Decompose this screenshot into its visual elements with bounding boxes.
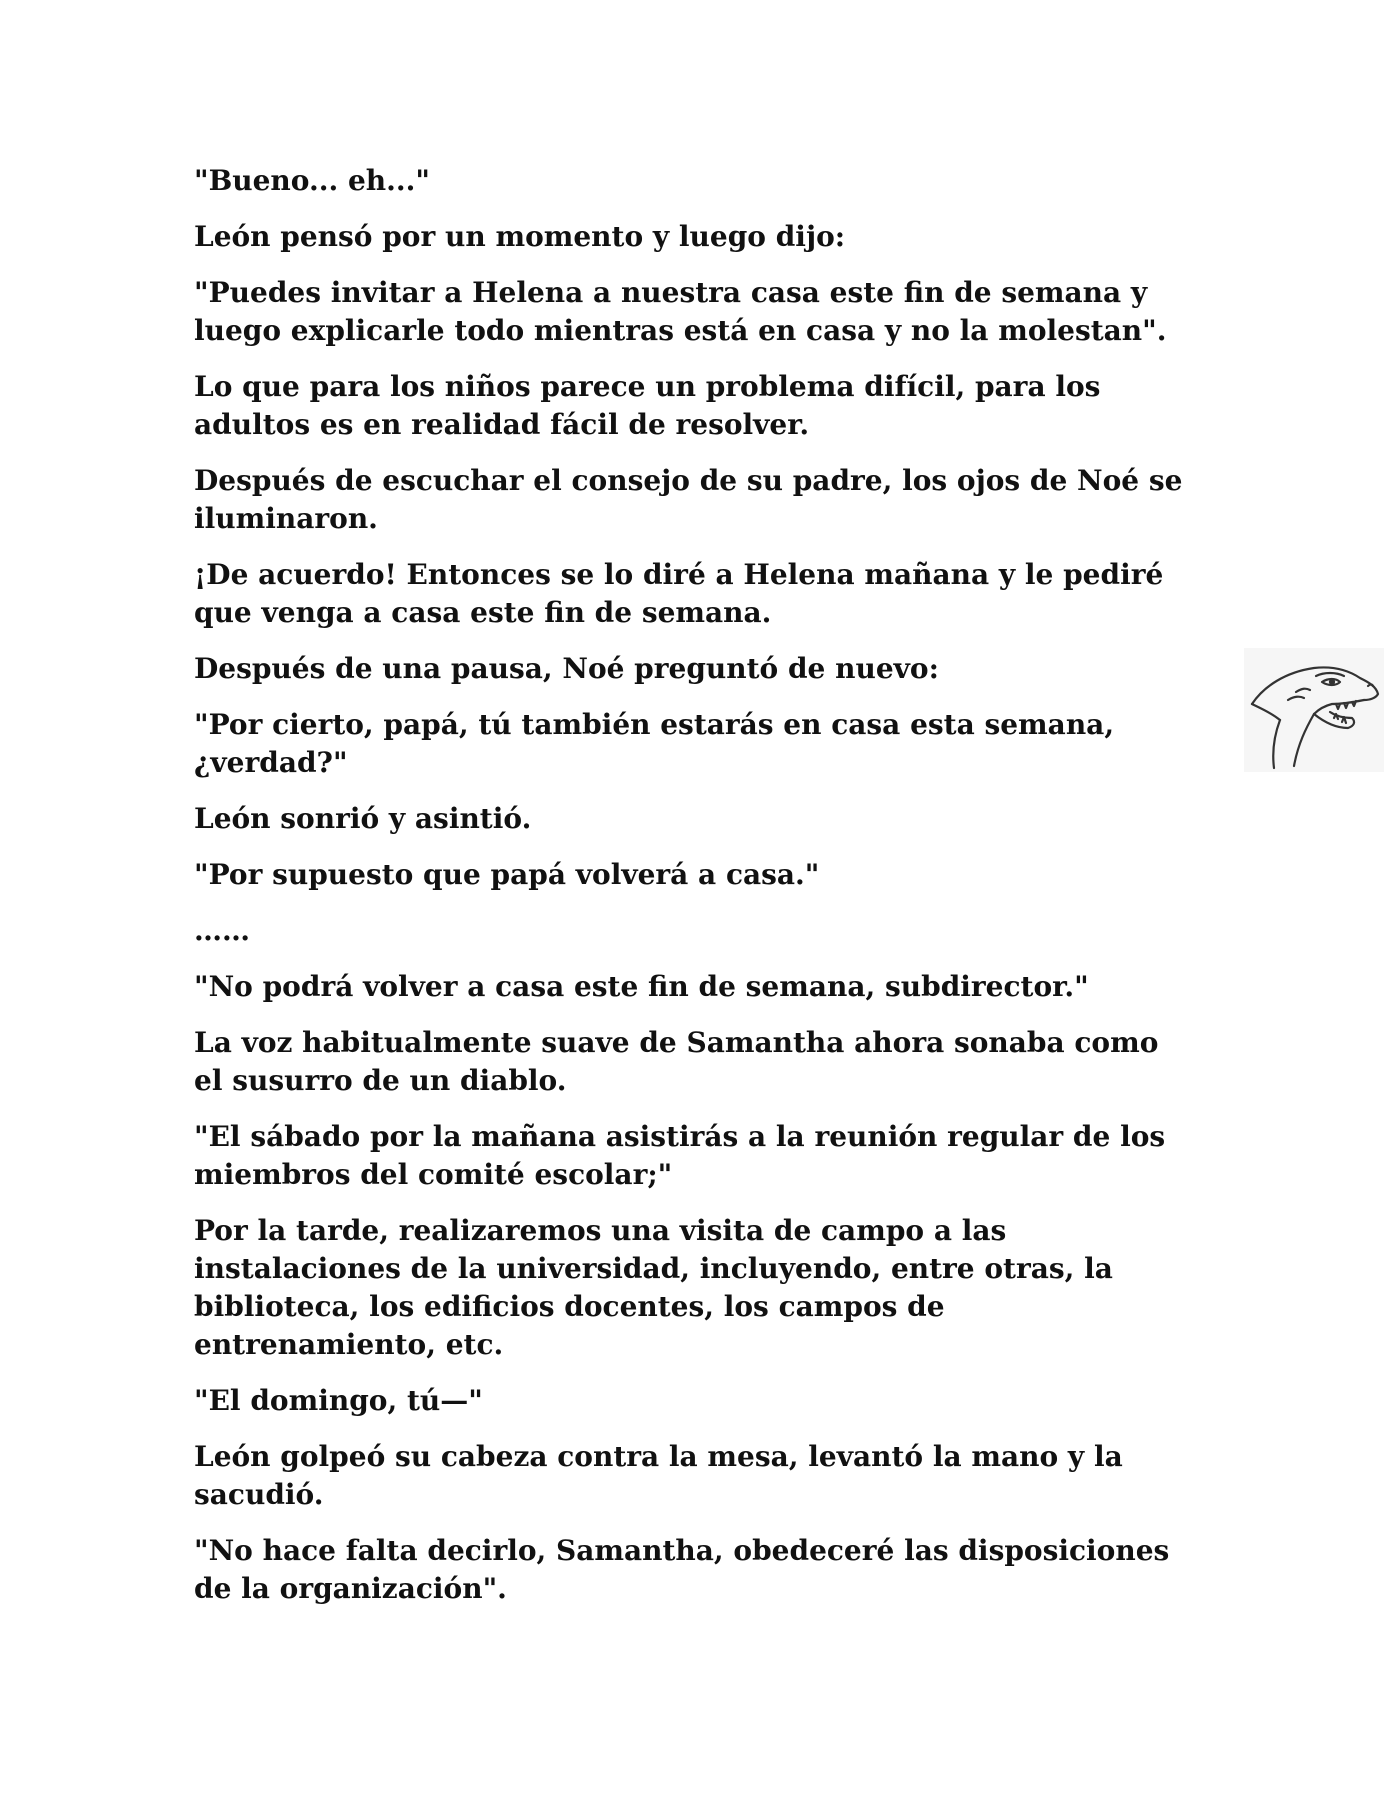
paragraph: "El domingo, tú—" — [194, 1384, 483, 1417]
dinosaur-head-icon — [1244, 648, 1384, 772]
paragraph: Por la tarde, realizaremos una visita de campo a las instalaciones de la universidad, incluyendo, entre otras, la biblioteca, los edificios docentes, los campos de entrenamiento, etc. — [194, 1214, 1113, 1361]
scene-break: …… — [194, 914, 250, 947]
paragraph: "Por cierto, papá, tú también estarás en casa esta semana, ¿verdad?" — [194, 708, 1115, 779]
paragraph: "No hace falta decirlo, Samantha, obedeceré las disposiciones de la organización". — [194, 1534, 1170, 1605]
paragraph: León sonrió y asintió. — [194, 802, 532, 835]
paragraph: "Bueno... eh..." — [194, 164, 430, 197]
paragraph: León golpeó su cabeza contra la mesa, levantó la mano y la sacudió. — [194, 1440, 1123, 1511]
paragraph: León pensó por un momento y luego dijo: — [194, 220, 846, 253]
paragraph: "El sábado por la mañana asistirás a la reunión regular de los miembros del comité escolar;" — [194, 1120, 1166, 1191]
paragraph: "Por supuesto que papá volverá a casa." — [194, 858, 820, 891]
paragraph: "Puedes invitar a Helena a nuestra casa este fin de semana y luego explicarle todo mientras está en casa y no la molestan". — [194, 276, 1167, 347]
paragraph: Después de una pausa, Noé preguntó de nuevo: — [194, 652, 939, 685]
paragraph: "No podrá volver a casa este fin de semana, subdirector." — [194, 970, 1089, 1003]
paragraph: Lo que para los niños parece un problema difícil, para los adultos es en realidad fácil de resolver. — [194, 370, 1101, 441]
paragraph: ¡De acuerdo! Entonces se lo diré a Helena mañana y le pediré que venga a casa este fin de semana. — [194, 558, 1164, 629]
story-text — [194, 162, 1194, 1626]
paragraph: La voz habitualmente suave de Samantha ahora sonaba como el susurro de un diablo. — [194, 1026, 1159, 1097]
paragraph: Después de escuchar el consejo de su padre, los ojos de Noé se iluminaron. — [194, 464, 1183, 535]
